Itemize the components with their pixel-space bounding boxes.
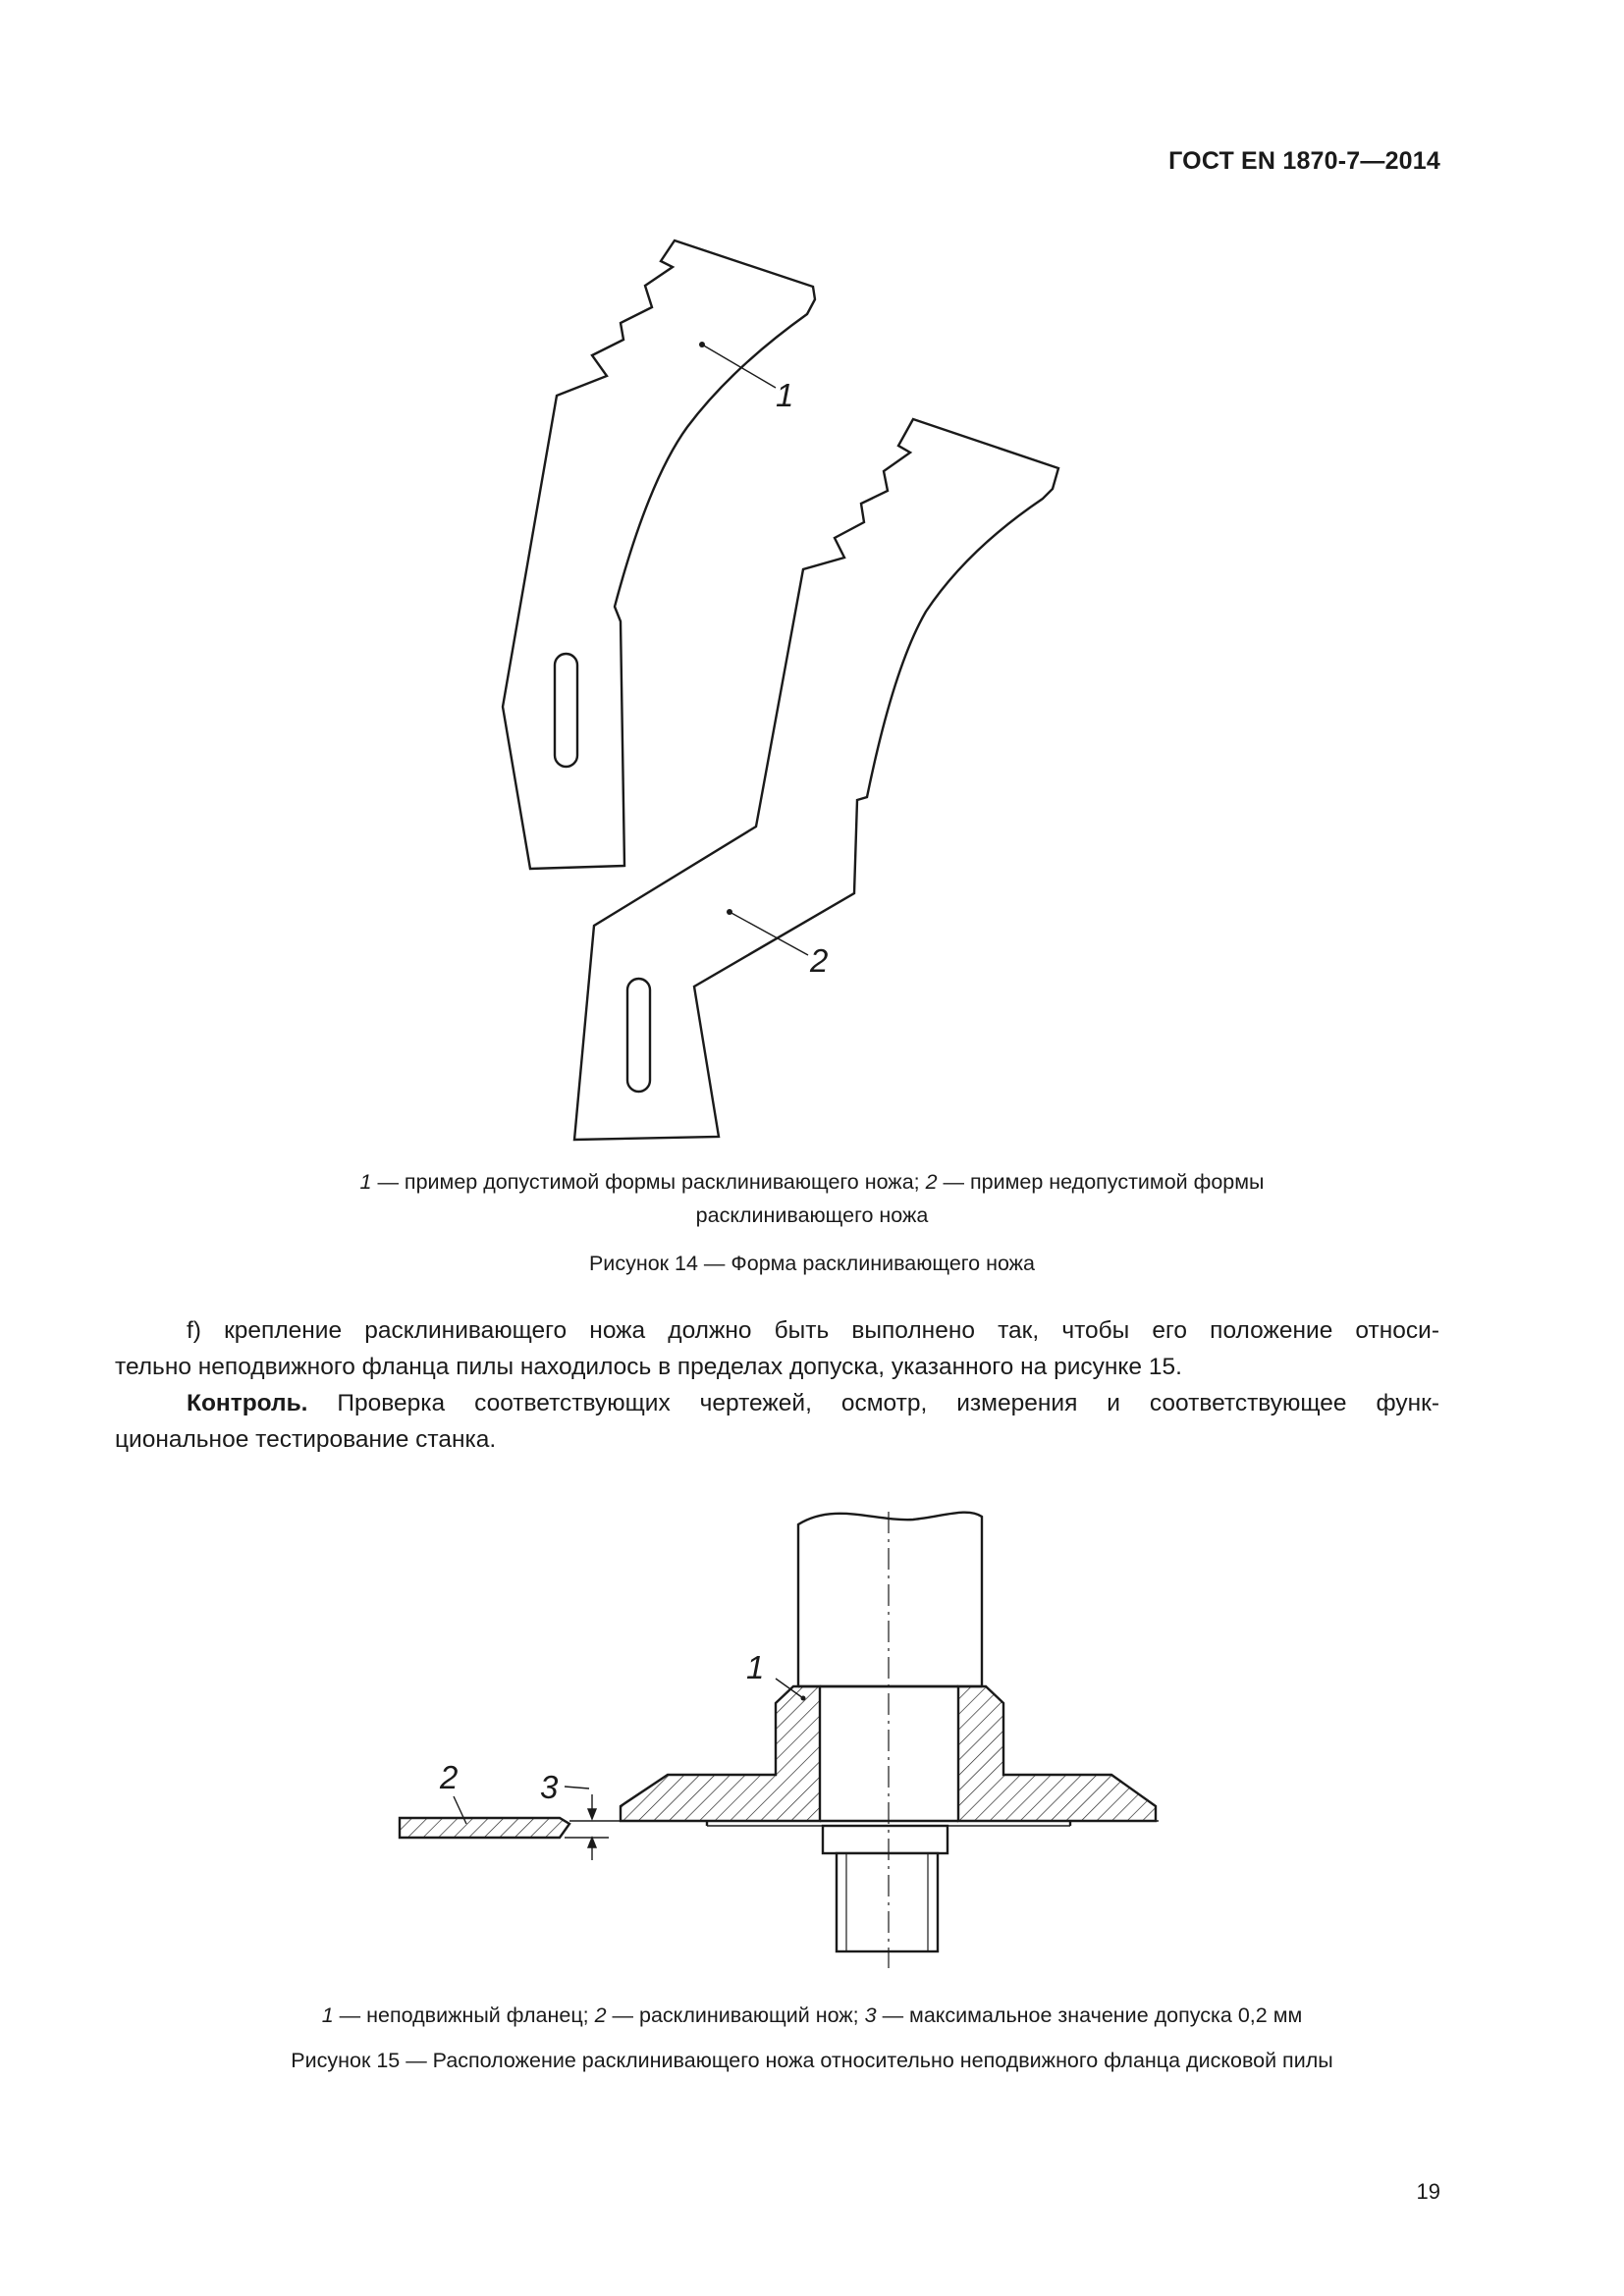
legend15-item-1-number: 1 [321,2003,334,2027]
legend-item-2-text: — пример недопустимой формы [937,1170,1265,1194]
control-label: Контроль. [187,1390,308,1416]
figure-14-callout-2: 2 [810,942,829,979]
knife-2-outline [574,419,1058,1140]
control-text: Проверка соответствующих чертежей, осмотр, измерения и соответствующее функ- [307,1390,1439,1416]
paragraph-f-line-1: f) крепление расклинивающего ножа должно быть выполнено так, чтобы его положение относи- [187,1317,1439,1344]
legend15-item-3-text: — максимальное значение допуска 0,2 мм [876,2003,1303,2027]
knife-1-outline [503,240,815,869]
figure-14-riving-knife-shapes [452,226,1100,1148]
paragraph-f-line-2: тельно неподвижного фланца пилы находилось в пределах допуска, указанного на рисунке 15. [115,1353,1182,1380]
control-paragraph [115,1386,1439,1458]
paragraph-f [115,1313,1439,1385]
figure-14-title: Рисунок 14 — Форма расклинивающего ножа [588,1252,1036,1275]
figure-15-title: Рисунок 15 — Расположение расклинивающего ножа относительно неподвижного фланца дисковой пилы [291,2049,1333,2072]
figure-14-legend [157,1165,1467,1232]
figure-15-callout-1: 1 [746,1649,765,1685]
bolt [823,1826,947,1951]
legend15-item-3-number: 3 [864,2003,877,2027]
legend15-item-2-text: — расклинивающий нож; [606,2003,865,2027]
legend-item-1-text: — пример допустимой формы расклинивающего ножа; [371,1170,926,1194]
legend-item-1-number: 1 [359,1170,372,1194]
knife-2-slot [627,979,650,1092]
legend-item-2-text-continued: расклинивающего ножа [695,1203,929,1227]
spindle-shaft [798,1513,982,1686]
figure-15-flange-and-knife [383,1497,1178,1978]
control-line-2: циональное тестирование станка. [115,1425,497,1453]
knife-1-slot [555,654,577,767]
figure-15-callout-2: 2 [440,1759,459,1795]
figure-15-legend [157,1999,1467,2032]
figure-15-callout-3: 3 [540,1769,559,1805]
document-code: ГОСТ EN 1870-7—2014 [1168,147,1440,175]
control-line-1 [115,1386,1439,1422]
legend-item-2-number: 2 [925,1170,938,1194]
legend15-item-1-text: — неподвижный фланец; [333,2003,595,2027]
page-number: 19 [1416,2179,1440,2204]
figure-14-callout-1: 1 [776,377,794,413]
riving-knife-section [400,1818,569,1838]
legend15-item-2-number: 2 [594,2003,607,2027]
